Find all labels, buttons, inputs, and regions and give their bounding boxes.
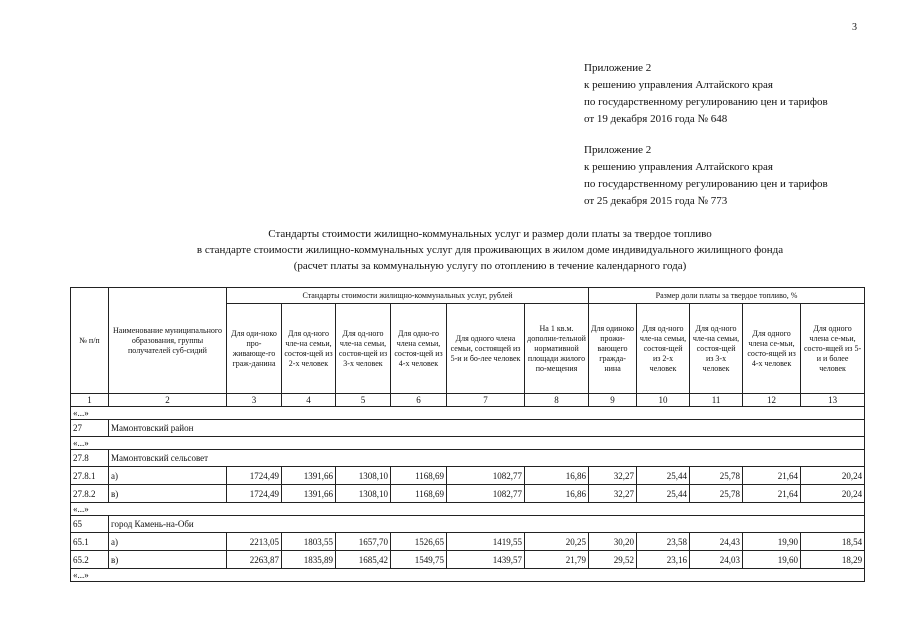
- table-cell: 1685,42: [336, 551, 391, 569]
- table-cell: 1419,55: [447, 533, 525, 551]
- approval-block-2015: [584, 142, 828, 210]
- approval-line: от 19 декабря 2016 года № 648: [584, 113, 728, 125]
- column-number: 6: [391, 394, 447, 407]
- section-name: город Камень-на-Оби: [109, 516, 865, 533]
- share-col-header: Для одного члена се-мьи, состо-ящей из 5-и и более человек: [801, 304, 865, 394]
- row-number: 27.8.1: [71, 467, 109, 485]
- standards-col-header: Для одно-го члена семьи, состоя-щей из 4-х человек: [391, 304, 447, 394]
- col-name-header: Наименование муниципального образования, группы получателей суб-сидий: [109, 288, 227, 394]
- row-number: 65.1: [71, 533, 109, 551]
- table-cell: 24,43: [690, 533, 743, 551]
- approval-line: к решению управления Алтайского края: [584, 161, 773, 173]
- table-cell: 1391,66: [282, 485, 336, 503]
- table-cell: 32,27: [589, 467, 637, 485]
- table-cell: 24,03: [690, 551, 743, 569]
- section-code: 27.8: [71, 450, 109, 467]
- table-cell: 16,86: [525, 467, 589, 485]
- table-cell: 1439,57: [447, 551, 525, 569]
- table-row: [71, 485, 865, 503]
- ellipsis-row: «...»: [71, 569, 865, 582]
- column-number: 7: [447, 394, 525, 407]
- section-name: Мамонтовский сельсовет: [109, 450, 865, 467]
- table-cell: 16,86: [525, 485, 589, 503]
- table-cell: 2213,05: [227, 533, 282, 551]
- share-col-header: Для одиноко прожи-вающего гражда-нина: [589, 304, 637, 394]
- column-number: 12: [743, 394, 801, 407]
- table-cell: 1168,69: [391, 485, 447, 503]
- standards-group-header: Стандарты стоимости жилищно-коммунальных услуг, рублей: [227, 288, 589, 304]
- share-group-header: Размер доли платы за твердое топливо, %: [589, 288, 865, 304]
- title-line: (расчет платы за коммунальную услугу по отоплению в течение календарного года): [293, 260, 687, 272]
- document-title: [120, 226, 860, 274]
- ellipsis-row: «...»: [71, 503, 865, 516]
- table-cell: 2263,87: [227, 551, 282, 569]
- table-cell: 1308,10: [336, 485, 391, 503]
- table-cell: 23,16: [637, 551, 690, 569]
- table-row: [71, 533, 865, 551]
- table-cell: 18,29: [801, 551, 865, 569]
- standards-col-header: На 1 кв.м. дополни-тельной нормативной площади жилого по-мещения: [525, 304, 589, 394]
- table-cell: 20,25: [525, 533, 589, 551]
- ellipsis-row: «...»: [71, 437, 865, 450]
- row-group-label: в): [109, 485, 227, 503]
- share-col-header: Для од-ного чле-на семьи, состоя-щей из 2-х человек: [637, 304, 690, 394]
- standards-table: [70, 287, 865, 582]
- table-cell: 19,90: [743, 533, 801, 551]
- approval-line: Приложение 2: [584, 144, 652, 156]
- table-cell: 1308,10: [336, 467, 391, 485]
- table-cell: 1526,65: [391, 533, 447, 551]
- table-cell: 30,20: [589, 533, 637, 551]
- row-group-label: а): [109, 467, 227, 485]
- table-cell: 1082,77: [447, 467, 525, 485]
- table-cell: 25,78: [690, 485, 743, 503]
- table-cell: 20,24: [801, 485, 865, 503]
- column-number: 8: [525, 394, 589, 407]
- table-cell: 20,24: [801, 467, 865, 485]
- share-col-header: Для од-ного чле-на семьи, состоя-щей из 3-х человек: [690, 304, 743, 394]
- table-cell: 1549,75: [391, 551, 447, 569]
- approval-block-2016: [584, 60, 828, 128]
- table-cell: 1803,55: [282, 533, 336, 551]
- table-cell: 25,44: [637, 467, 690, 485]
- table-cell: 1657,70: [336, 533, 391, 551]
- table-cell: 25,78: [690, 467, 743, 485]
- table-cell: 1391,66: [282, 467, 336, 485]
- table-cell: 25,44: [637, 485, 690, 503]
- table-cell: 1168,69: [391, 467, 447, 485]
- table-cell: 21,79: [525, 551, 589, 569]
- table-cell: 18,54: [801, 533, 865, 551]
- approval-line: Приложение 2: [584, 62, 652, 74]
- column-number: 10: [637, 394, 690, 407]
- standards-col-header: Для од-ного чле-на семьи, состоя-щей из 3-х человек: [336, 304, 391, 394]
- table-cell: 32,27: [589, 485, 637, 503]
- standards-col-header: Для одного члена семьи, состоящей из 5-и и бо-лее человек: [447, 304, 525, 394]
- title-line: в стандарте стоимости жилищно-коммунальных услуг для проживающих в жилом доме индивидуального жилищного фонда: [196, 244, 784, 256]
- standards-col-header: Для од-ного чле-на семьи, состоя-щей из 2-х человек: [282, 304, 336, 394]
- column-number: 3: [227, 394, 282, 407]
- table-cell: 1082,77: [447, 485, 525, 503]
- share-col-header: Для одного члена се-мьи, состо-ящей из 4-х человек: [743, 304, 801, 394]
- column-number: 2: [109, 394, 227, 407]
- approval-line: от 25 декабря 2015 года № 773: [584, 195, 728, 207]
- section-name: Мамонтовский район: [109, 420, 865, 437]
- table-cell: 21,64: [743, 467, 801, 485]
- table-row: [71, 467, 865, 485]
- table-cell: 1724,49: [227, 485, 282, 503]
- approval-line: по государственному регулированию цен и тарифов: [584, 178, 828, 190]
- column-number: 4: [282, 394, 336, 407]
- table-cell: 1724,49: [227, 467, 282, 485]
- row-number: 65.2: [71, 551, 109, 569]
- approval-line: по государственному регулированию цен и тарифов: [584, 96, 828, 108]
- page-number: 3: [852, 22, 857, 33]
- table-cell: 23,58: [637, 533, 690, 551]
- table-row: [71, 551, 865, 569]
- table-cell: 19,60: [743, 551, 801, 569]
- column-number: 1: [71, 394, 109, 407]
- table-cell: 29,52: [589, 551, 637, 569]
- table-cell: 21,64: [743, 485, 801, 503]
- standards-col-header: Для оди-ноко про-живающе-го граж-данина: [227, 304, 282, 394]
- table-cell: 1835,89: [282, 551, 336, 569]
- row-number: 27.8.2: [71, 485, 109, 503]
- column-number: 13: [801, 394, 865, 407]
- column-number: 5: [336, 394, 391, 407]
- title-line: Стандарты стоимости жилищно-коммунальных услуг и размер доли платы за твердое топливо: [268, 228, 712, 240]
- col-number-header: № п/п: [71, 288, 109, 394]
- row-group-label: а): [109, 533, 227, 551]
- ellipsis-row: «...»: [71, 407, 865, 420]
- column-number: 11: [690, 394, 743, 407]
- row-group-label: в): [109, 551, 227, 569]
- approval-line: к решению управления Алтайского края: [584, 79, 773, 91]
- section-code: 27: [71, 420, 109, 437]
- section-code: 65: [71, 516, 109, 533]
- column-number: 9: [589, 394, 637, 407]
